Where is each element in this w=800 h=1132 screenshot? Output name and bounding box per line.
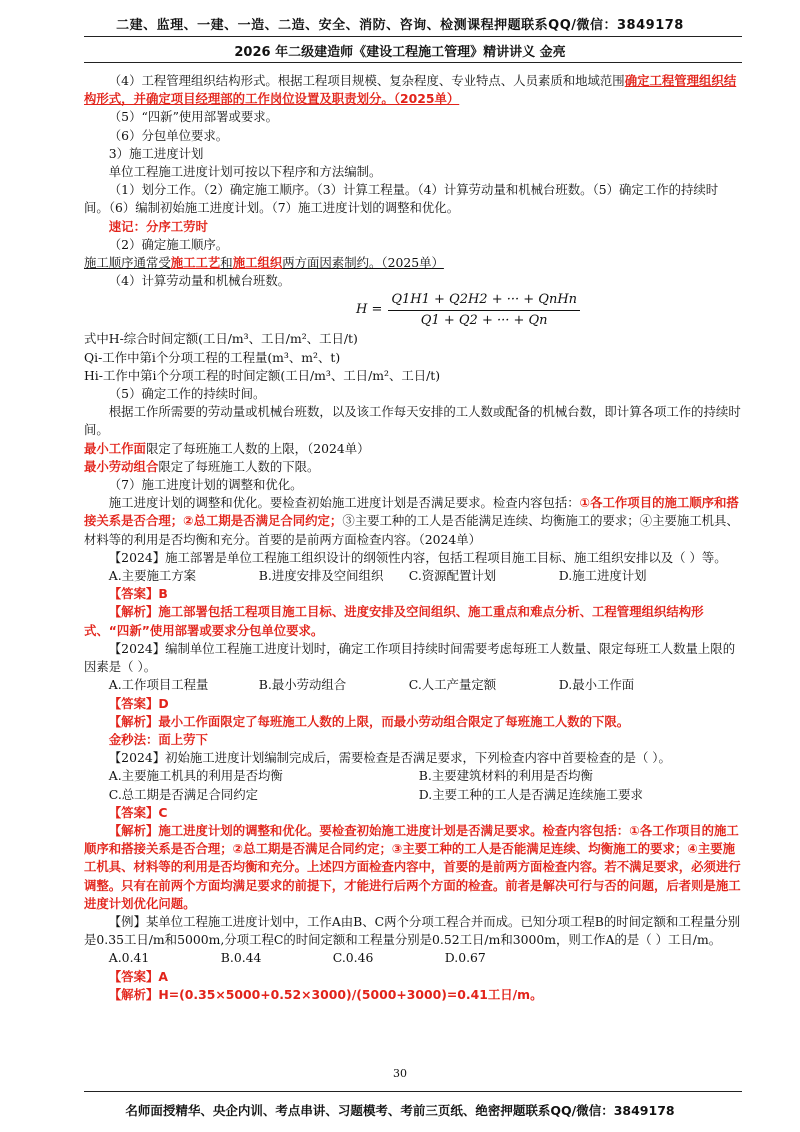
definition-h: 式中H-综合时间定额(工日/m³、工日/m²、工日/t)	[84, 331, 358, 347]
footer-rule	[84, 1091, 742, 1092]
option-d: D.最小工作面	[558, 677, 635, 693]
option-b: B.进度安排及空间组织	[258, 568, 384, 584]
paragraph-step4: （4）计算劳动量和机械台班数。	[108, 273, 291, 289]
question-1-explanation: 【解析】施工部署包括工程项目施工目标、进度安排及空间组织、施工重点和难点分析、工程管理组织结构形式、“四新”使用部署或要求分包单位要求。	[84, 604, 704, 638]
footer-contact-line: 名师面授精华、央企内训、考点串讲、习题模考、考前三页纸、绝密押题联系QQ/微信：3849178	[125, 1103, 675, 1118]
question-3-explanation: 【解析】施工进度计划的调整和优化。要检查初始施工进度计划是否满足要求。检查内容包括：①各工作项目的施工顺序和搭接关系是否合理；②总工期是否满足合同约定；③主要工种的工人是否能满足连续、均衡施工的要求；④主要施工机具、材料等的利用是否均衡和充分。上述四方面检查内容中，首要的是前两方面检查内容。若不满足要求，必须进行调整。只有在前两个方面均满足要求的前提下，才能进行后两个方面的检查。前者是解决可行与否的问题，后者则是施工进度计划优化问题。	[84, 822, 741, 911]
question-3-stem: 【2024】初始施工进度计划编制完成后，需要检查是否满足要求，下列检查内容中首要检查的是（ ）。	[108, 750, 671, 766]
highlight-organization: 施工组织	[232, 255, 283, 271]
option-a: A.主要施工方案	[108, 568, 197, 584]
question-2-tip: 金秒法：面上劳下	[108, 731, 208, 747]
question-2-stem: 【2024】编制单位工程施工进度计划时，确定工作项目持续时间需要考虑每班工人数量、限定每班工人数量上限的因素是（ ）。	[84, 640, 736, 675]
option-b: B.0.44	[220, 950, 262, 966]
page-number: 30	[393, 1067, 407, 1080]
paragraph-four-new: （5）“四新”使用部署或要求。	[108, 109, 279, 125]
option-d: D.0.67	[444, 950, 486, 966]
paragraph-schedule-steps: （1）划分工作。（2）确定施工顺序。（3）计算工程量。（4）计算劳动量和机械台班数。（5）确定工作的持续时间。（6）编制初始施工进度计划。（7）施工进度计划的调整和优化。	[84, 182, 719, 216]
header-contact-line: 二建、监理、一建、一造、二造、安全、消防、咨询、检测课程押题联系QQ/微信：3849178	[116, 18, 684, 33]
paragraph-adjustment: 施工进度计划的调整和优化。要检查初始施工进度计划是否满足要求。检查内容包括：①各工作项目的施工顺序和搭接关系是否合理；②总工期是否满足合同约定；③主要工种的工人是否能满足连续、均衡施工的要求；④主要施工机具、材料等的利用是否均衡和充分。首要的是前两方面检查内容。（2024单）	[84, 495, 739, 547]
formula-lhs: H =	[355, 302, 383, 318]
paragraph-subcontract: （6）分包单位要求。	[108, 127, 229, 143]
document-body	[84, 72, 742, 1004]
question-3-answer: 【答案】C	[108, 804, 168, 820]
formula-numerator: Q1H1 + Q2H2 + ··· + QnHn	[388, 291, 580, 311]
formula-fraction	[388, 291, 580, 330]
paragraph-step7: （7）施工进度计划的调整和优化。	[108, 477, 303, 493]
paragraph-step5-text: 根据工作所需要的劳动量或机械台班数，以及该工作每天安排的工人数或配备的机械台数，即计算各项工作的持续时间。	[84, 404, 741, 438]
formula-combined-time-quota	[194, 290, 742, 330]
mnemonic-steps: 速记：分序工劳时	[108, 218, 208, 234]
option-c: C.人工产量定额	[408, 677, 497, 693]
option-b: B.最小劳动组合	[258, 677, 347, 693]
formula-denominator: Q1 + Q2 + ··· + Qn	[420, 312, 548, 328]
definition-hi: Hi-工作中第i个分项工程的时间定额(工日/m³、工日/m²、工日/t)	[84, 367, 441, 383]
section-heading-schedule: 3）施工进度计划	[108, 145, 204, 161]
question-4-stem: 【例】某单位工程施工进度计划中，工作A由B、C两个分项工程合并而成。已知分项工程B的时间定额和工程量分别是0.35工日/m和5000m,分项工程C的时间定额和工程量分别是0.52工日/m和3000m，则工作A的是（ ）工日/m。	[84, 913, 741, 948]
question-1-options	[84, 567, 742, 585]
question-1-stem: 【2024】施工部署是单位工程施工组织设计的纲领性内容，包括工程项目施工目标、施工组织安排以及（ ）等。	[108, 549, 727, 565]
paragraph-order-factors: 施工顺序通常受施工工艺和施工组织两方面因素制约。（2025单）	[84, 255, 444, 271]
option-c: C.总工期是否满足合同约定	[108, 786, 259, 802]
paragraph-org-structure: （4）工程管理组织结构形式。根据工程项目规模、复杂程度、专业特点、人员素质和地域范围确定工程管理组织结构形式，并确定项目经理部的工作岗位设置及职责划分。（2025单）	[84, 73, 737, 107]
question-1-answer: 【答案】B	[108, 586, 168, 602]
option-b: B.主要建筑材料的利用是否均衡	[418, 768, 593, 784]
paragraph-schedule-intro: 单位工程施工进度计划可按以下程序和方法编制。	[108, 164, 382, 180]
option-c: C.0.46	[332, 950, 374, 966]
highlight-process: 施工工艺	[170, 255, 221, 271]
paragraph-min-workface: 最小工作面限定了每班施工人数的上限，（2024单）	[84, 440, 370, 456]
page-title: 2026 年二级建造师《建设工程施工管理》精讲讲义 金亮	[234, 45, 566, 60]
paragraph-step2: （2）确定施工顺序。	[108, 236, 229, 252]
option-c: C.资源配置计划	[408, 568, 497, 584]
option-a: A.主要施工机具的利用是否均衡	[108, 768, 283, 784]
option-d: D.施工进度计划	[558, 568, 647, 584]
highlight-org-structure: 确定工程管理组织结构形式，并确定项目经理部的工作岗位设置及职责划分。（2025单）	[84, 73, 737, 107]
option-d: D.主要工种的工人是否满足连续施工要求	[418, 786, 643, 802]
question-4-answer: 【答案】A	[108, 968, 168, 984]
question-2-options	[84, 676, 742, 694]
question-4-options	[84, 949, 742, 967]
question-3-options-row2	[84, 786, 742, 804]
paragraph-step5: （5）确定工作的持续时间。	[108, 386, 266, 402]
question-4-explanation: 【解析】H=(0.35×5000+0.52×3000)/(5000+3000)=0.41工日/m。	[108, 986, 543, 1002]
option-a: A.工作项目工程量	[108, 677, 209, 693]
paragraph-min-labor: 最小劳动组合限定了每班施工人数的下限。	[84, 458, 320, 474]
header-rule-top	[84, 36, 742, 37]
header-rule-bottom	[84, 62, 742, 63]
question-2-explanation: 【解析】最小工作面限定了每班施工人数的上限，而最小劳动组合限定了每班施工人数的下限。	[108, 713, 630, 729]
question-2-answer: 【答案】D	[108, 695, 169, 711]
option-a: A.0.41	[108, 950, 150, 966]
question-3-options-row1	[84, 767, 742, 785]
definition-qi: Qi-工作中第i个分项工程的工程量(m³、m²、t)	[84, 349, 341, 365]
